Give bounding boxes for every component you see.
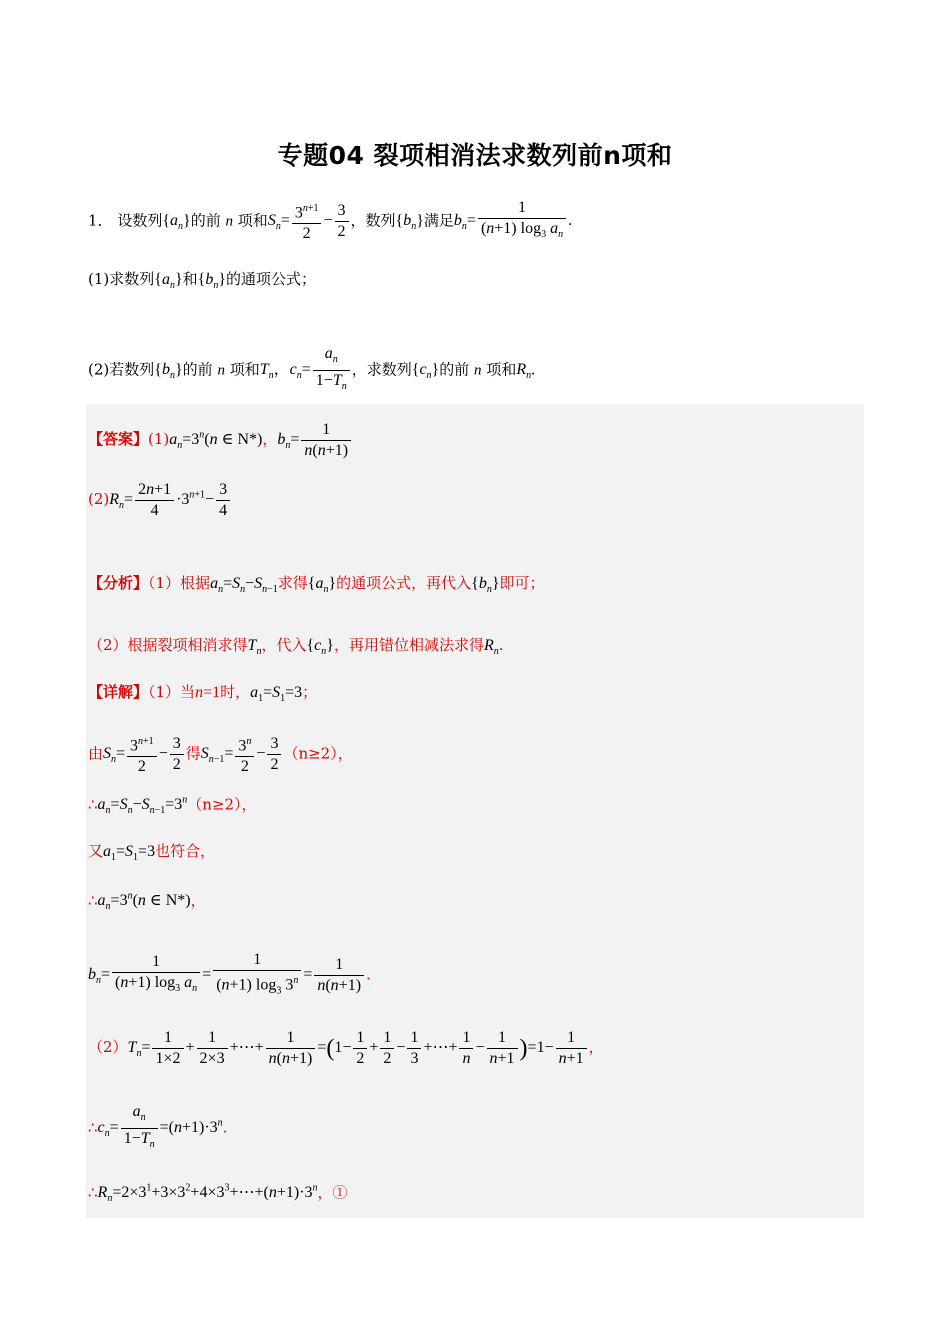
part-text: 若数列 [109,360,155,379]
analysis-text: 的通项公式，再代入 [336,574,472,592]
analysis-text: ，再用错位相减法求得 [333,636,484,654]
therefore-symbol: ∴ [88,1183,98,1202]
answer-line-2: $(2)R_n=$ $\frac{2n+1}{4}$ $\cdot 3^{n+1}-$ $\frac{3}{4}$ [88,480,232,521]
detail-text: 又 [88,842,104,860]
analysis-text: （1）根据 [148,574,211,592]
detail-text: 时， [220,683,251,701]
analysis-text: 求得 [277,574,308,592]
detail-line-7: $(2)T_n=$ $\frac{1}{1\times 2}$ + $\frac{1}{2\times 3}$ +⋯+ $\frac{1}{n(n+1)}$ =(1− $\frac{1}{2}$ + $\frac{1}{2}$ − $\frac{1}{3}$ +⋯+ $\frac{1}{n}$ − $\frac{1}{n+1}$ )=1− $\frac{1}{n+1}$ ， [88,1029,604,1067]
answer-part-label: (1) [148,430,170,449]
q1-text: 的前 [190,211,221,230]
part-text: 的前 [439,360,470,379]
detail-line-1: 【详解】（1）当n=1时，$a_1=S_1=3$； [88,683,318,705]
detail-line-6: $b_n=$ $\frac{1}{(n+1) \log_3 a_n}$ = $\frac{1}{(n+1) \log_3 3^n}$ = $\frac{1}{n(n+1)}$ . [88,951,371,997]
therefore-symbol: ∴ [88,795,98,814]
part-text: ，求数列 [351,360,412,379]
question-1: 1． 设数列$\{a_n\}$的前 n 项和$S_n=$ $\frac{3^{n+1}}{2}$ − $\frac{3}{2}$ ，数列$\{b_n\}$满足$b_n=$ $\frac{1}{(n+1) \log_3 a_n}$ . [88,199,573,243]
therefore-symbol: ∴ [88,1118,98,1137]
detail-line-4: 又$a_1=S_1=3$也符合， [88,842,216,864]
page-title: 专题04 裂项相消法求数列前n项和 [277,141,673,170]
condition-text: （n≥2）， [187,795,257,814]
analysis-text: 即可； [499,574,545,592]
analysis-line-1: 【分析】（1）根据$a_n=S_n-S_{n-1}$求得$\{a_n\}$的通项公式，再代入$\{b_n\}$即可； [88,574,545,596]
analysis-tag: 【分析】 [88,574,149,592]
q1-text: 满足 [423,211,454,230]
detail-text: 得 [185,744,201,763]
part-text: 的前 [182,360,213,379]
q1-text: 设数列 [117,211,163,230]
detail-line-3: $\therefore a_n=S_n-S_{n-1}=3^n(n\ge 2)$， [88,795,257,817]
question-1-part-2: (2)若数列$\{b_n\}$的前 n 项和$T_n$，$c_n=$ $\frac{a_n}{1-T_n}$ ，求数列$\{c_n\}$的前 n 项和$R_n$. [88,345,536,393]
analysis-text: （2）根据裂项相消求得 [88,636,248,654]
q1-text: 项和 [237,211,268,230]
part-text: 项和 [486,360,517,379]
answer-part-label: (2) [88,490,110,509]
analysis-line-2: （2）根据裂项相消求得$T_n$，代入$\{c_n\}$，再用错位相减法求得$R_n$. [88,636,504,658]
part-text: 和 [182,270,198,288]
equation-marker: ① [332,1183,348,1202]
question-1-part-1: (1)求数列$\{a_n\}$和$\{b_n\}$的通项公式； [88,270,317,292]
analysis-text: ，代入 [261,636,307,654]
condition-text: （n≥2）， [283,744,353,763]
answer-tag: 【答案】 [88,430,149,449]
therefore-symbol: ∴ [88,891,98,910]
detail-line-2: 由$S_n=$ $\frac{3^{n+1}}{2}$ − $\frac{3}{2}$ 得$S_{n-1}=$ $\frac{3^n}{2}$ − $\frac{3}{2}$ （n≥2）， [88,732,353,777]
question-number: 1． [88,211,113,230]
part-label: （2） [88,1038,128,1057]
detail-line-5: $\therefore a_n=3^n(n$ ∈ N*)， [88,891,206,913]
part-text: 求数列 [109,270,155,288]
part-text: 的通项公式； [226,270,317,288]
answer-line-1: 【答案】$(1)a_n=3^n(n$ ∈ N*)，$b_n=$ $\frac{1}{n(n+1)}$ [88,420,353,461]
part-label: (1) [88,270,110,288]
detail-line-8: $\therefore c_n=$ $\frac{a_n}{1-T_n}$ $=(n+1)\cdot 3^n$. [88,1103,228,1151]
detail-text: 由 [88,744,104,763]
q1-text: ，数列 [350,211,396,230]
detail-tag: 【详解】 [88,683,149,701]
part-label: (2) [88,360,110,379]
detail-text: （1）当 [148,683,196,701]
detail-text: 也符合， [155,842,216,860]
detail-line-9: $\therefore R_n=2\times 3^1+3\times 3^2+4\times 3^3+\cdots+(n+1)\cdot 3^n$，① [88,1183,348,1205]
part-text: 项和 [229,360,260,379]
